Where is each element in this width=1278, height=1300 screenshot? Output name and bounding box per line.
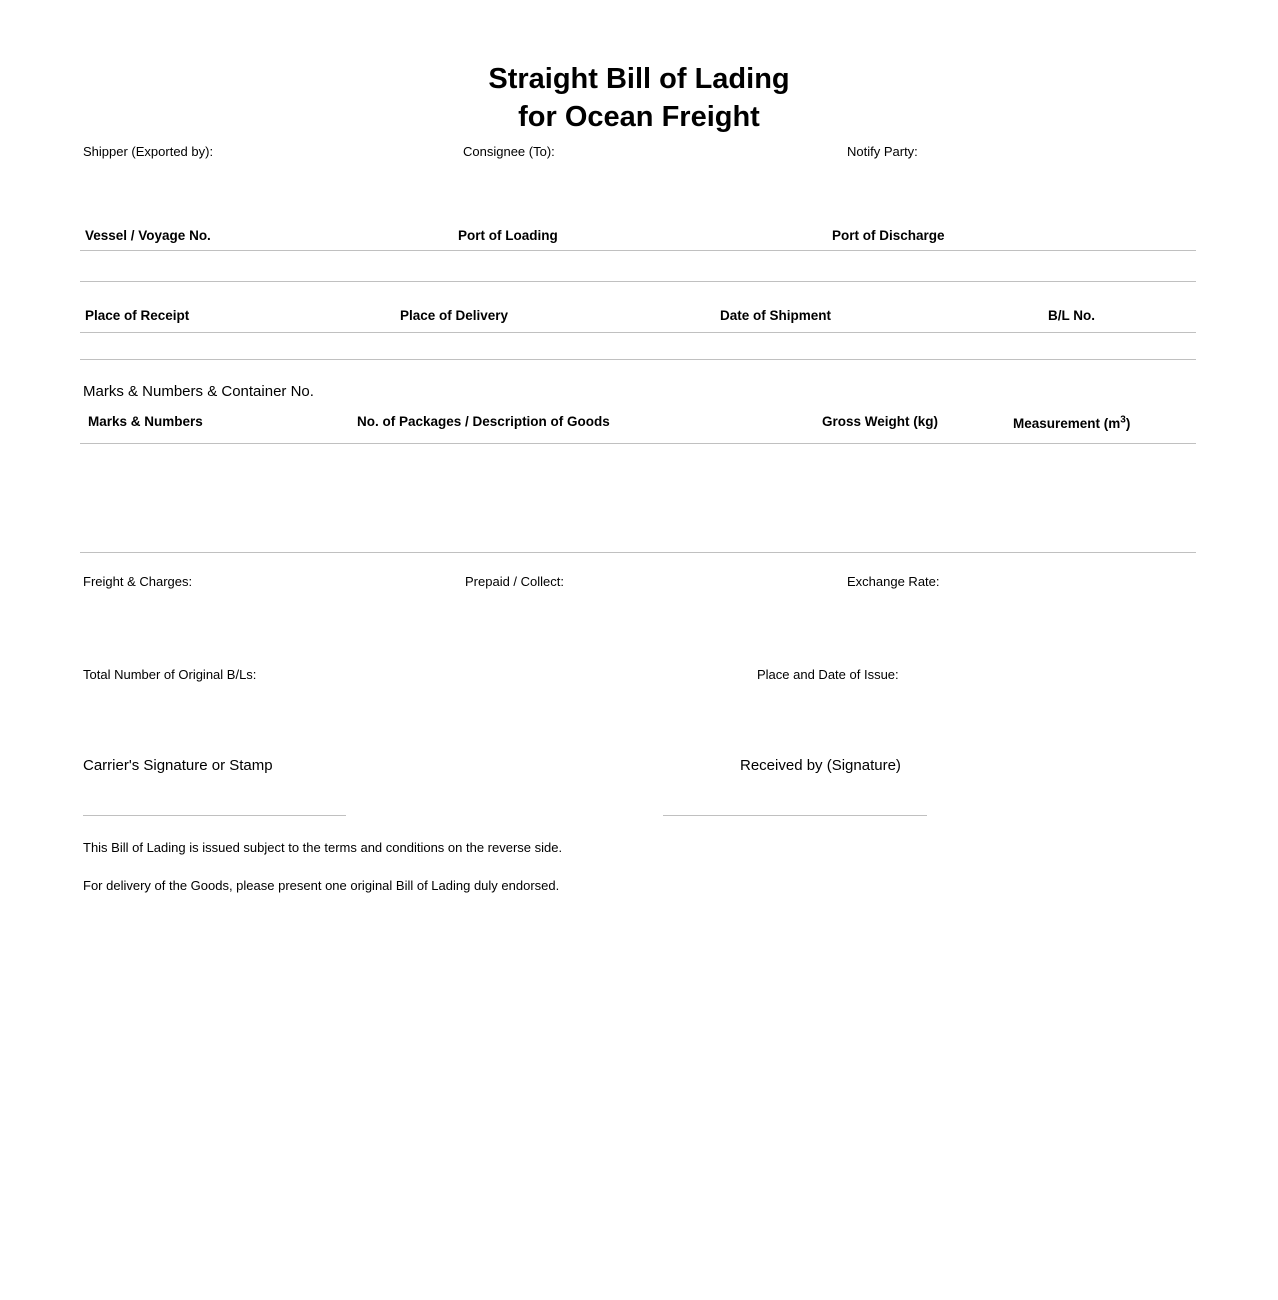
measurement-column-header xyxy=(1013,416,1130,431)
measurement-label-suffix: ) xyxy=(1125,416,1131,431)
port-of-discharge-column-header: Port of Discharge xyxy=(832,228,945,243)
place-of-delivery-column-header: Place of Delivery xyxy=(400,308,509,323)
delivery-note: For delivery of the Goods, please present one original Bill of Lading duly endorsed. xyxy=(83,878,560,893)
document-title-line2: for Ocean Freight xyxy=(518,101,760,133)
total-original-bls-label: Total Number of Original B/Ls: xyxy=(83,667,257,682)
port-of-loading-column-header: Port of Loading xyxy=(458,228,558,243)
divider xyxy=(80,552,1196,553)
divider xyxy=(80,332,1196,333)
received-by-signature-line xyxy=(663,815,927,816)
measurement-label-text: Measurement (m xyxy=(1013,416,1121,431)
prepaid-collect-label: Prepaid / Collect: xyxy=(465,574,564,589)
notify-party-label: Notify Party: xyxy=(847,144,918,159)
vessel-voyage-column-header: Vessel / Voyage No. xyxy=(85,228,211,243)
measurement-superscript: 3 xyxy=(1120,414,1126,426)
date-of-shipment-column-header: Date of Shipment xyxy=(720,308,832,323)
consignee-label: Consignee (To): xyxy=(463,144,555,159)
freight-charges-label: Freight & Charges: xyxy=(83,574,193,589)
marks-numbers-container-section-label: Marks & Numbers & Container No. xyxy=(83,383,314,400)
divider xyxy=(80,281,1196,282)
document-title xyxy=(0,60,1278,136)
bl-no-column-header: B/L No. xyxy=(1048,308,1095,323)
place-of-receipt-column-header: Place of Receipt xyxy=(85,308,190,323)
packages-description-column-header: No. of Packages / Description of Goods xyxy=(357,414,610,429)
exchange-rate-label: Exchange Rate: xyxy=(847,574,940,589)
divider xyxy=(80,250,1196,251)
place-date-of-issue-label: Place and Date of Issue: xyxy=(757,667,899,682)
document-title-line1: Straight Bill of Lading xyxy=(488,63,790,95)
received-by-signature-label: Received by (Signature) xyxy=(740,757,901,774)
terms-note: This Bill of Lading is issued subject to the terms and conditions on the reverse side. xyxy=(83,840,563,855)
carrier-signature-label: Carrier's Signature or Stamp xyxy=(83,757,273,774)
marks-numbers-column-header: Marks & Numbers xyxy=(88,414,203,429)
carrier-signature-line xyxy=(83,815,346,816)
divider xyxy=(80,359,1196,360)
shipper-label: Shipper (Exported by): xyxy=(83,144,214,159)
divider xyxy=(80,443,1196,444)
gross-weight-column-header: Gross Weight (kg) xyxy=(822,414,939,429)
